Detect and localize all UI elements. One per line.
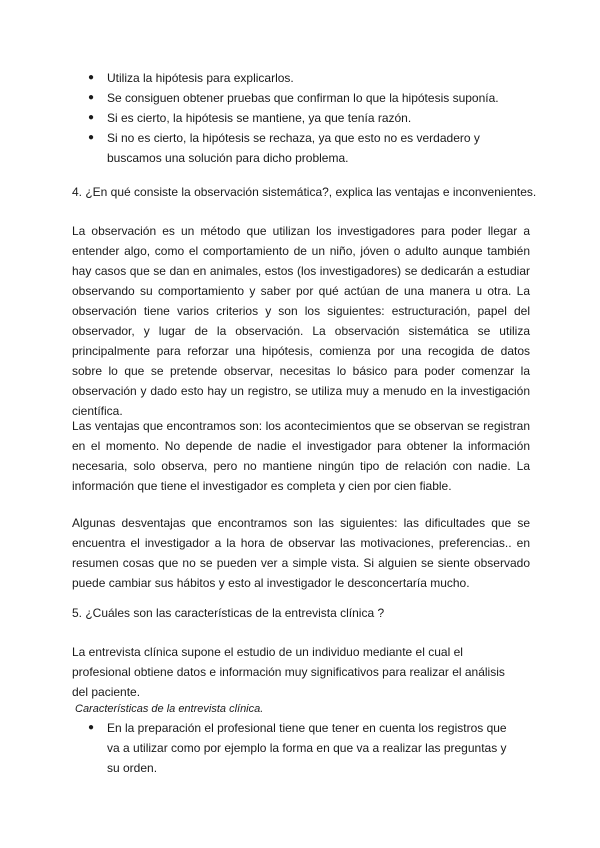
bullet-icon: ● bbox=[88, 722, 95, 733]
bullet-icon: ● bbox=[88, 72, 95, 83]
list-item bbox=[88, 88, 518, 108]
hypothesis-bullet-list bbox=[88, 68, 518, 168]
list-item-text: En la preparación el profesional tiene que tener en cuenta los registros que va a utilizar como por ejemplo la forma en que va a realizar las preguntas y su orden. bbox=[107, 721, 507, 775]
question-4-heading: 4. ¿En qué consiste la observación sistemática?, explica las ventajas e inconvenientes. bbox=[72, 185, 537, 199]
answer-4-paragraph-1: La observación es un método que utilizan los investigadores para poder llegar a entender algo, como el comportamiento de un niño, jóven o adulto aunque también hay casos que se dan en animales, estos (los investigadores) se dedicarán a estudiar observando su comportamiento y saber por qué actúan de una manera u otra. La observación tiene varios criterios y son los siguientes: estructuración, papel del observador, y lugar de la observación. La observación sistemática se utiliza principalmente para reforzar una hipótesis, comienza por una recogida de datos sobre lo que se pretende observar, necesitas lo básico para poder comenzar la observación y dado esto hay un registro, se utiliza muy a menudo en la investigación científica. bbox=[72, 224, 530, 418]
answer-4-paragraph-3: Algunas desventajas que encontramos son las siguientes: las dificultades que se encuentra el investigador a la hora de observar las motivaciones, preferencias.. en resumen cosas que no se pueden ver a simple vista. Si alguien se siente observado puede cambiar sus hábitos y esto al investigador le desconcertaría mucho. bbox=[72, 516, 530, 590]
list-item-text: Si no es cierto, la hipótesis se rechaza, ya que esto no es verdadero y buscamos una solución para dicho problema. bbox=[107, 131, 480, 165]
answer-4-paragraph-2: Las ventajas que encontramos son: los acontecimientos que se observan se registran en el momento. No depende de nadie el investigador para obtener la información necesaria, solo observa, pero no mantiene ningún tipo de relación con nadie. La información que tiene el investigador es completa y cien por cien fiable. bbox=[72, 419, 530, 493]
bullet-icon: ● bbox=[88, 112, 95, 123]
list-item bbox=[88, 128, 518, 168]
list-item bbox=[88, 718, 518, 778]
characteristics-heading: Características de la entrevista clínica. bbox=[75, 703, 264, 715]
bullet-icon: ● bbox=[88, 132, 95, 143]
list-item bbox=[88, 68, 518, 88]
list-item-text: Si es cierto, la hipótesis se mantiene, ya que tenía razón. bbox=[107, 111, 412, 125]
list-item-text: Utiliza la hipótesis para explicarlos. bbox=[107, 71, 294, 85]
characteristics-bullet-list bbox=[88, 718, 518, 778]
bullet-icon: ● bbox=[88, 92, 95, 103]
question-5-heading: 5. ¿Cuáles son las características de la entrevista clínica ? bbox=[72, 606, 385, 620]
list-item-text: Se consiguen obtener pruebas que confirman lo que la hipótesis suponía. bbox=[107, 91, 499, 105]
list-item bbox=[88, 108, 518, 128]
answer-5-paragraph-1: La entrevista clínica supone el estudio de un individuo mediante el cual el profesional obtiene datos e información muy significativos para realizar el análisis del paciente. bbox=[72, 645, 505, 699]
